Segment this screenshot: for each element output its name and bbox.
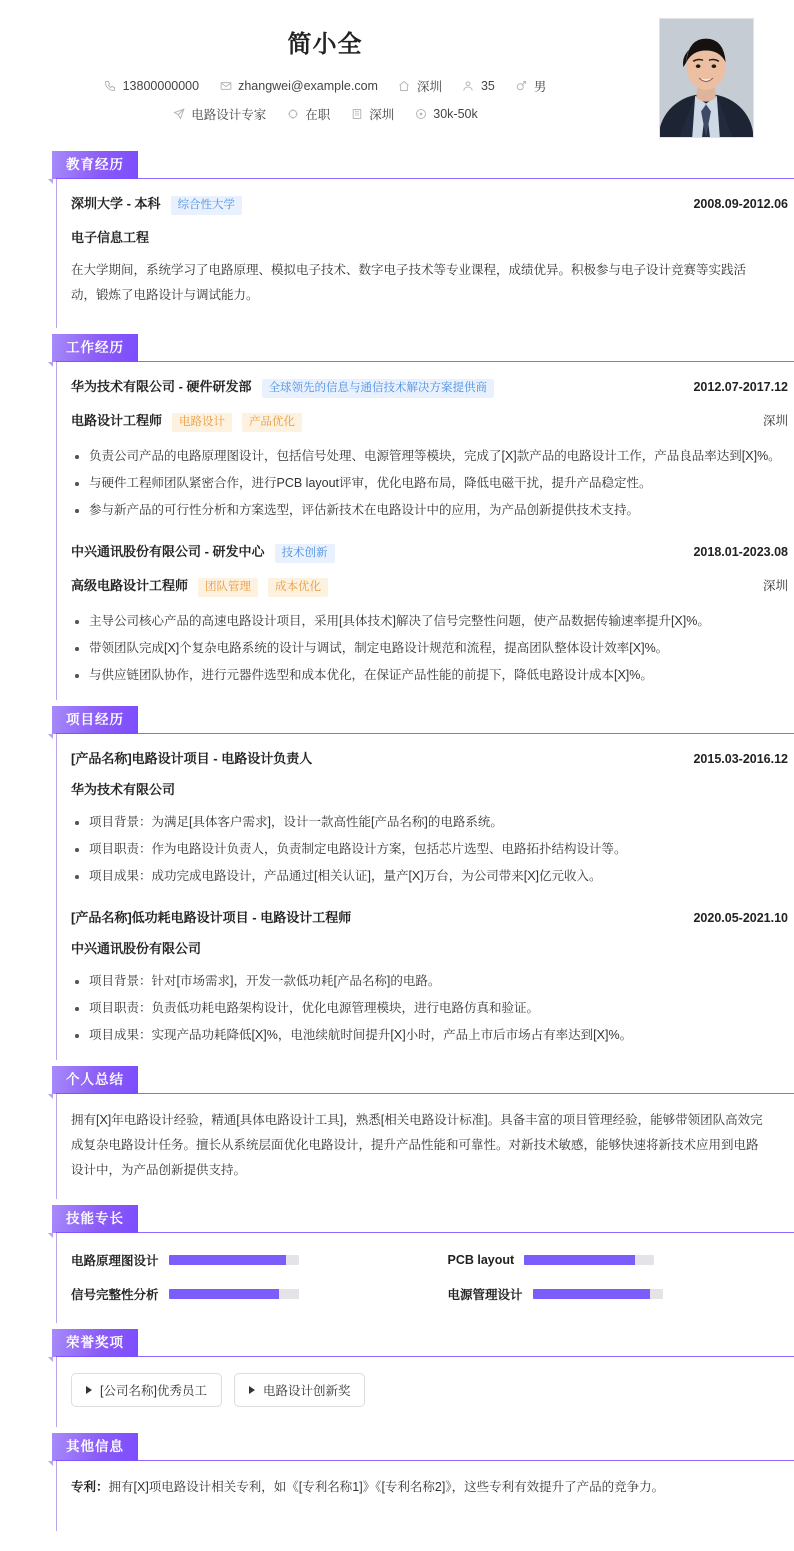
skill-tag: 电路设计	[172, 413, 232, 432]
work-entry	[71, 362, 794, 529]
section-tag-wrap	[48, 1205, 794, 1233]
section-tag-wrap	[48, 1329, 794, 1357]
skill-progress-fill	[169, 1255, 286, 1265]
honors-list	[71, 1357, 794, 1421]
building-icon	[350, 108, 363, 121]
skill-tag: 产品优化	[242, 413, 302, 432]
project-date: 2020.05-2021.10	[693, 911, 794, 925]
section-title-honors: 荣誉奖项	[52, 1329, 138, 1357]
entry-header-row	[71, 376, 794, 398]
skill-item	[71, 1251, 418, 1269]
work-date: 2012.07-2017.12	[693, 380, 794, 394]
section-tag-wrap	[48, 334, 794, 362]
section-skills	[0, 1205, 794, 1323]
contact-item	[515, 77, 547, 95]
skill-item	[448, 1251, 794, 1269]
section-body-skills	[56, 1233, 794, 1323]
contact-value: 35	[481, 79, 495, 93]
skill-progress-fill	[169, 1289, 280, 1299]
company-name: 华为技术有限公司 - 硬件研发部	[71, 376, 252, 395]
entry-header-row	[71, 541, 794, 563]
project-company: 中兴通讯股份有限公司	[71, 938, 794, 957]
skill-progress-track	[169, 1289, 299, 1299]
project-company: 华为技术有限公司	[71, 779, 794, 798]
skills-grid	[71, 1233, 794, 1317]
entry-left	[71, 748, 312, 767]
contact-value: 在职	[305, 105, 330, 123]
project-entry	[71, 895, 794, 1054]
project-name: [产品名称]电路设计项目 - 电路设计负责人	[71, 748, 312, 767]
section-other	[0, 1433, 794, 1531]
honor-chip[interactable]	[71, 1373, 222, 1407]
section-title-other: 其他信息	[52, 1433, 138, 1461]
section-title-summary: 个人总结	[52, 1066, 138, 1094]
section-title-projects: 项目经历	[52, 706, 138, 734]
gender-icon	[515, 80, 528, 93]
contact-item	[172, 105, 266, 123]
bullet-list	[71, 444, 794, 523]
contact-item	[462, 79, 495, 93]
contact-item	[350, 105, 394, 123]
bullet-list	[71, 969, 794, 1048]
status-icon	[286, 108, 299, 121]
contact-value: zhangwei@example.com	[238, 79, 378, 93]
home-icon	[398, 80, 411, 93]
honor-label: 电路设计创新奖	[263, 1381, 351, 1399]
company-badge: 技术创新	[275, 544, 335, 563]
skill-progress-fill	[524, 1255, 635, 1265]
skill-progress-track	[533, 1289, 663, 1299]
project-name: [产品名称]低功耗电路设计项目 - 电路设计工程师	[71, 907, 351, 926]
contact-item	[398, 77, 442, 95]
skill-progress-fill	[533, 1289, 650, 1299]
play-triangle-icon	[86, 1386, 92, 1394]
skill-progress-track	[524, 1255, 654, 1265]
bullet-item: 与硬件工程师团队紧密合作，进行PCB layout评审，优化电路布局，降低电磁干扰，提升产品稳定性。	[71, 471, 794, 496]
school-badge: 综合性大学	[171, 196, 243, 215]
project-entry	[71, 734, 794, 895]
other-info-text: 拥有[X]项电路设计相关专利，如《[专利名称1]》《[专利名称2]》，这些专利有效提升了产品的竞争力。	[109, 1480, 665, 1494]
section-honors	[0, 1329, 794, 1427]
bullet-item: 项目背景：为满足[具体客户需求]，设计一款高性能[产品名称]的电路系统。	[71, 810, 794, 835]
other-info-label: 专利：	[71, 1480, 109, 1494]
avatar	[659, 18, 754, 138]
job-title: 高级电路设计工程师	[71, 575, 188, 594]
honor-chip[interactable]	[234, 1373, 366, 1407]
section-title-work: 工作经历	[52, 334, 138, 362]
bullet-list	[71, 609, 794, 688]
honor-label: [公司名称]优秀员工	[100, 1381, 207, 1399]
education-entry	[71, 179, 794, 322]
section-tag-wrap	[48, 706, 794, 734]
education-date: 2008.09-2012.06	[693, 197, 794, 211]
entry-left	[71, 193, 242, 215]
section-tag-wrap	[48, 1066, 794, 1094]
bullet-list	[71, 810, 794, 889]
page-title: 简小全	[16, 24, 634, 59]
contact-value: 电路设计专家	[191, 105, 266, 123]
section-title-skills: 技能专长	[52, 1205, 138, 1233]
skill-item	[448, 1285, 794, 1303]
bullet-item: 与供应链团队协作，进行元器件选型和成本优化，在保证产品性能的前提下，降低电路设计成本[X]%。	[71, 663, 794, 688]
section-body-projects	[56, 734, 794, 1060]
entry-header-row	[71, 748, 794, 767]
bullet-item: 项目职责：负责低功耗电路架构设计，优化电源管理模块，进行电路仿真和验证。	[71, 996, 794, 1021]
company-badge: 全球领先的信息与通信技术解决方案提供商	[262, 379, 495, 398]
section-body-education	[56, 179, 794, 328]
portrait-photo-icon	[660, 19, 753, 137]
skill-item	[71, 1285, 418, 1303]
entry-left	[71, 907, 351, 926]
company-name: 中兴通讯股份有限公司 - 研发中心	[71, 541, 265, 560]
skill-label: 信号完整性分析	[71, 1285, 159, 1303]
bullet-item: 带领团队完成[X]个复杂电路系统的设计与调试，制定电路设计规范和流程，提高团队整体设计效率[X]%。	[71, 636, 794, 661]
entry-left	[71, 541, 335, 563]
entry-left	[71, 575, 328, 597]
play-triangle-icon	[249, 1386, 255, 1394]
bullet-item: 参与新产品的可行性分析和方案选型，评估新技术在电路设计中的应用，为产品创新提供技术支持。	[71, 498, 794, 523]
contact-value: 30k-50k	[433, 107, 477, 121]
work-entry	[71, 529, 794, 694]
section-summary	[0, 1066, 794, 1199]
work-date: 2018.01-2023.08	[693, 545, 794, 559]
section-body-summary	[56, 1094, 794, 1199]
school-name: 深圳大学 - 本科	[71, 193, 161, 212]
bullet-item: 主导公司核心产品的高速电路设计项目，采用[具体技术]解决了信号完整性问题，使产品数据传输速率提升[X]%。	[71, 609, 794, 634]
entry-left	[71, 410, 302, 432]
contact-value: 男	[534, 77, 547, 95]
contact-value: 深圳	[417, 77, 442, 95]
section-body-honors	[56, 1357, 794, 1427]
skill-label: 电源管理设计	[448, 1285, 523, 1303]
contact-value: 深圳	[369, 105, 394, 123]
summary-text: 拥有[X]年电路设计经验，精通[具体电路设计工具]，熟悉[相关电路设计标准]。具备丰富的项目管理经验，能够带领团队高效完成复杂电路设计任务。擅长从系统层面优化电路设计，提升产品性能和可靠性。对新技术敏感，能够快速将新技术应用到电路设计中，为产品创新提供支持。	[71, 1094, 794, 1193]
entry-role-row	[71, 575, 794, 597]
section-title-education: 教育经历	[52, 151, 138, 179]
entry-header-row	[71, 193, 794, 215]
contact-row-secondary	[16, 105, 634, 123]
contact-item	[219, 79, 378, 93]
contact-value: 13800000000	[123, 79, 199, 93]
mail-icon	[219, 80, 232, 93]
section-work	[0, 334, 794, 700]
resume-header	[0, 0, 794, 151]
bullet-item: 负责公司产品的电路原理图设计，包括信号处理、电源管理等模块，完成了[X]款产品的电路设计工作，产品良品率达到[X]%。	[71, 444, 794, 469]
person-icon	[462, 80, 475, 93]
section-tag-wrap	[48, 151, 794, 179]
bullet-item: 项目职责：作为电路设计负责人，负责制定电路设计方案，包括芯片选型、电路拓扑结构设计等。	[71, 837, 794, 862]
skill-label: PCB layout	[448, 1253, 515, 1267]
project-date: 2015.03-2016.12	[693, 752, 794, 766]
bullet-item: 项目背景：针对[市场需求]，开发一款低功耗[产品名称]的电路。	[71, 969, 794, 994]
bullet-item: 项目成果：实现产品功耗降低[X]%，电池续航时间提升[X]小时，产品上市后市场占有率达到[X]%。	[71, 1023, 794, 1048]
contact-item	[286, 105, 330, 123]
entry-left	[71, 376, 494, 398]
section-body-other	[56, 1461, 794, 1531]
contact-item	[104, 79, 199, 93]
section-projects	[0, 706, 794, 1060]
job-title: 电路设计工程师	[71, 410, 162, 429]
target-icon	[172, 108, 185, 121]
job-location: 深圳	[763, 411, 794, 429]
skill-label: 电路原理图设计	[71, 1251, 159, 1269]
entry-header-row	[71, 907, 794, 926]
section-body-work	[56, 362, 794, 700]
skill-tag: 成本优化	[268, 578, 328, 597]
header-main	[40, 24, 754, 123]
contact-item	[414, 107, 477, 121]
phone-icon	[104, 80, 117, 93]
salary-icon	[414, 108, 427, 121]
education-description: 在大学期间，系统学习了电路原理、模拟电子技术、数字电子技术等专业课程，成绩优异。积极参与电子设计竞赛等实践活动，锻炼了电路设计与调试能力。	[71, 258, 794, 318]
entry-role-row	[71, 410, 794, 432]
major-name: 电子信息工程	[71, 227, 794, 246]
skill-progress-track	[169, 1255, 299, 1265]
section-tag-wrap	[48, 1433, 794, 1461]
skill-tag: 团队管理	[198, 578, 258, 597]
contact-row-primary	[16, 77, 634, 95]
section-education	[0, 151, 794, 328]
job-location: 深圳	[763, 576, 794, 594]
other-info-line	[71, 1461, 794, 1510]
bullet-item: 项目成果：成功完成电路设计，产品通过[相关认证]，量产[X]万台，为公司带来[X]亿元收入。	[71, 864, 794, 889]
